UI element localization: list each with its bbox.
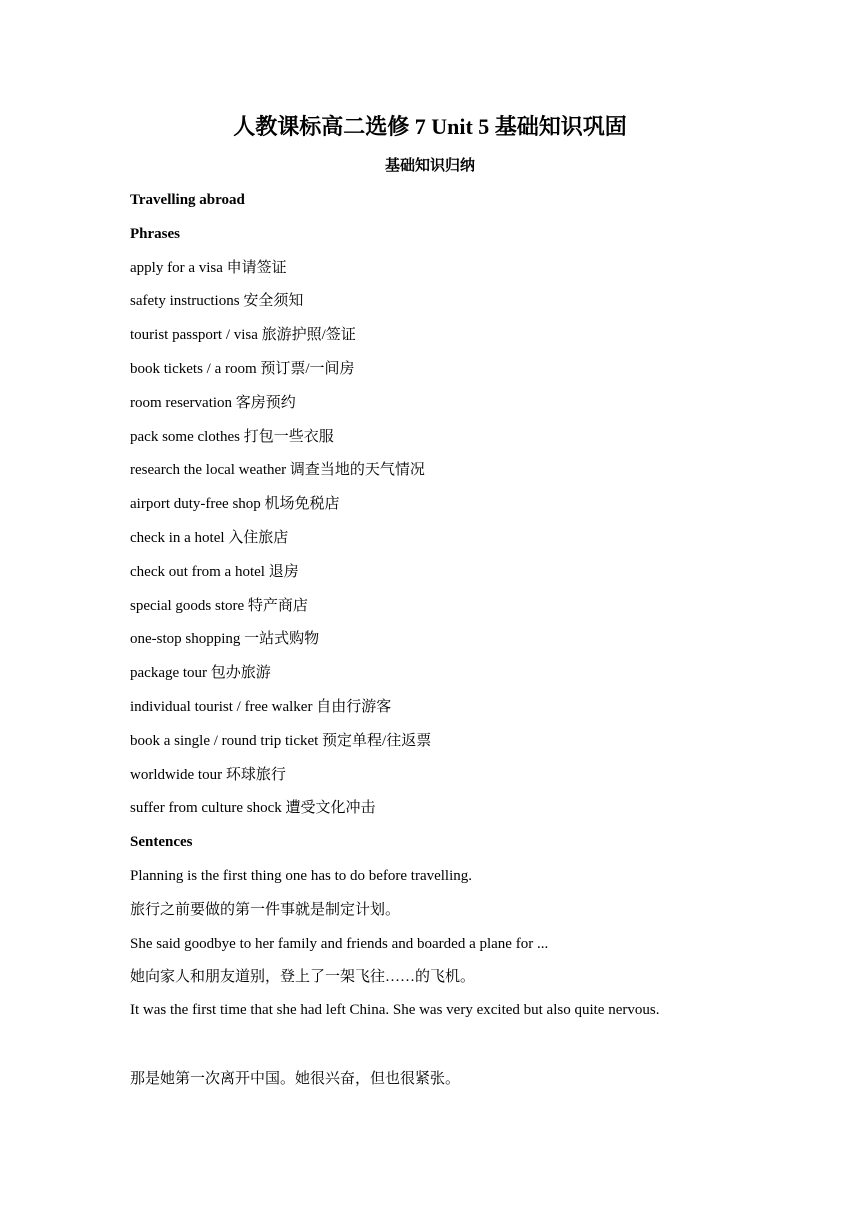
section-heading: Travelling abroad bbox=[130, 192, 245, 208]
phrase-item: book tickets / a room 预订票/一间房 bbox=[130, 360, 355, 377]
sentence-english: She said goodbye to her family and friends and boarded a plane for ... bbox=[130, 935, 549, 952]
phrase-item: tourist passport / visa 旅游护照/签证 bbox=[130, 327, 356, 344]
phrase-item: book a single / round trip ticket 预定单程/往返票 bbox=[130, 732, 432, 749]
sentence-english: It was the first time that she had left China. She was very excited but also quite nervous. bbox=[130, 1002, 660, 1019]
phrase-item: check out from a hotel 退房 bbox=[130, 563, 299, 580]
phrase-item: apply for a visa 申请签证 bbox=[130, 259, 287, 276]
phrase-item: special goods store 特产商店 bbox=[130, 597, 308, 614]
phrase-item: pack some clothes 打包一些衣服 bbox=[130, 428, 334, 445]
sentences-heading: Sentences bbox=[130, 834, 193, 851]
page-subtitle: 基础知识归纳 bbox=[384, 158, 475, 174]
phrase-item: individual tourist / free walker 自由行游客 bbox=[130, 698, 392, 715]
phrase-item: room reservation 客房预约 bbox=[130, 394, 296, 411]
phrase-item: safety instructions 安全须知 bbox=[130, 293, 304, 310]
sentence-chinese: 旅行之前要做的第一件事就是制定计划。 bbox=[130, 901, 401, 918]
phrase-item: worldwide tour 环球旅行 bbox=[130, 766, 286, 783]
phrase-item: suffer from culture shock 遭受文化冲击 bbox=[130, 800, 376, 817]
sentence-english: Planning is the first thing one has to do before travelling. bbox=[130, 867, 473, 884]
phrase-item: one-stop shopping 一站式购物 bbox=[130, 631, 320, 648]
phrase-item: check in a hotel 入住旅店 bbox=[130, 529, 289, 546]
phrase-item: package tour 包办旅游 bbox=[130, 665, 271, 682]
sentence-chinese: 那是她第一次离开中国。她很兴奋，但也很紧张。 bbox=[130, 1070, 461, 1087]
phrases-heading: Phrases bbox=[130, 225, 180, 242]
sentence-chinese: 她向家人和朋友道别，登上了一架飞往……的飞机。 bbox=[130, 969, 476, 986]
phrase-item: airport duty-free shop 机场免税店 bbox=[130, 496, 340, 513]
document-body bbox=[130, 187, 700, 1100]
page-title: 人教课标高二选修 7 Unit 5 基础知识巩固 bbox=[233, 114, 627, 139]
phrase-item: research the local weather 调查当地的天气情况 bbox=[130, 462, 425, 479]
